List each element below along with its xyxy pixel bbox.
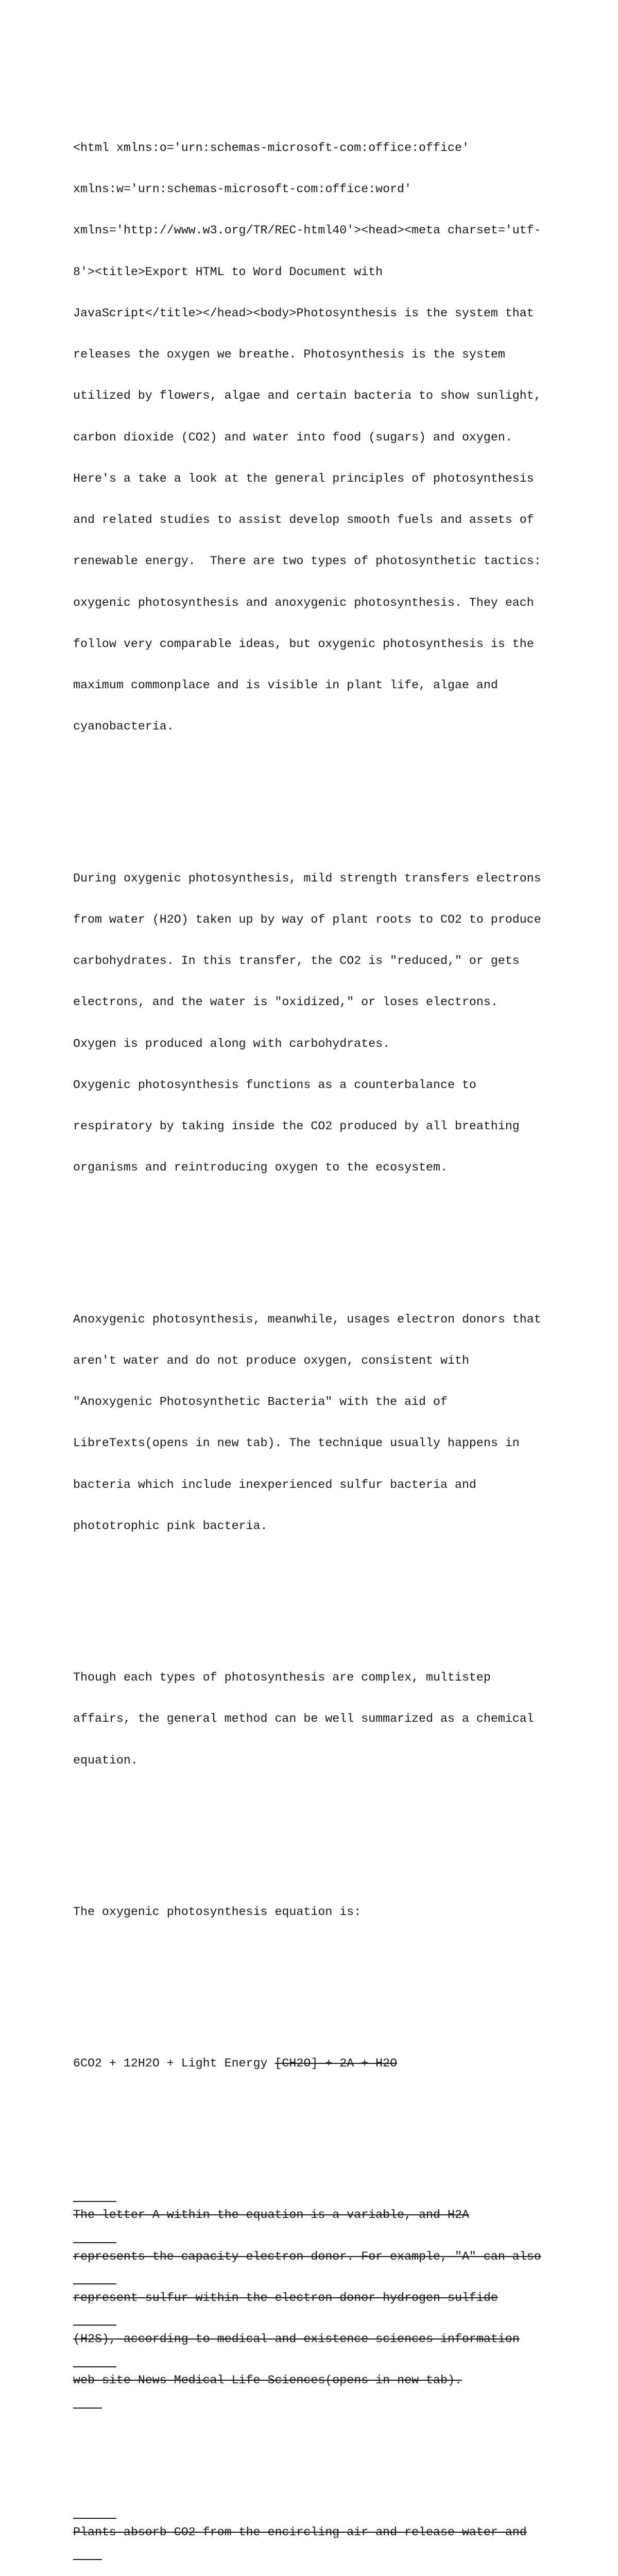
text-line: carbon dioxide (CO2) and water into food (sugars) and oxygen.: [73, 430, 512, 444]
text-line: carbohydrates. In this transfer, the CO2 is "reduced," or gets: [73, 954, 520, 968]
paragraph-equation-intro: [73, 1877, 557, 1946]
equation-struck: [CH2O] + 2A + H2O: [274, 2057, 398, 2070]
paragraph-intro: [73, 113, 557, 761]
paragraph-summary: [73, 1643, 557, 1795]
text-line: xmlns='http://www.w3.org/TR/REC-html40'><head><meta charset='utf-: [73, 224, 541, 238]
text-line: Here's a take a look at the general principles of photosynthesis: [73, 471, 534, 485]
text-line: bacteria which include inexperienced sulfur bacteria and: [73, 1478, 476, 1492]
text-line: renewable energy. There are two types of photosynthetic tactics:: [73, 554, 541, 568]
text-line: LibreTexts(opens in new tab). The technique usually happens in: [73, 1436, 520, 1450]
paragraph-plants-struck: [73, 2498, 557, 2567]
paragraph-gap: [73, 1588, 557, 1602]
paragraph-gap: [73, 1230, 557, 1244]
text-line: Plants absorb CO2 from the encircling air and release water and: [73, 2525, 527, 2539]
text-line: utilized by flowers, algae and certain bacteria to show sunlight,: [73, 389, 541, 403]
text-line: and related studies to assist develop smooth fuels and assets of: [73, 513, 534, 527]
text-line: Though each types of photosynthesis are complex, multistep: [73, 1671, 491, 1684]
equation-text: [73, 2057, 557, 2071]
text-line: represent sulfur within the electron donor hydrogen sulfide: [73, 2291, 498, 2304]
text-line: Oxygen is produced along with carbohydrates.: [73, 1037, 390, 1050]
paragraph-variable-struck: [73, 2181, 557, 2415]
equation-plain: 6CO2 + 12H2O + Light Energy: [73, 2057, 275, 2070]
text-line: phototrophic pink bacteria.: [73, 1519, 268, 1533]
document-body: [73, 72, 557, 2576]
text-line: Anoxygenic photosynthesis, meanwhile, usages electron donors that: [73, 1312, 541, 1326]
text-line: (H2S), according to medical and existence sciences information: [73, 2332, 520, 2346]
text-line: affairs, the general method can be well summarized as a chemical: [73, 1712, 534, 1726]
paragraph-gap: [73, 789, 557, 803]
paragraph-gap: [73, 2126, 557, 2140]
text-line: JavaScript</title></head><body>Photosynthesis is the system that: [73, 306, 534, 320]
text-line: The letter A within the equation is a variable, and H2A: [73, 2208, 469, 2222]
paragraph-gap: [73, 2443, 557, 2456]
text-line: from water (H2O) taken up by way of plant roots to CO2 to produce: [73, 912, 541, 926]
text-line: aren't water and do not produce oxygen, consistent with: [73, 1353, 469, 1367]
text-line: The oxygenic photosynthesis equation is:: [73, 1905, 362, 1919]
text-line: oxygenic photosynthesis and anoxygenic photosynthesis. They each: [73, 596, 534, 609]
paragraph-gap: [73, 1822, 557, 1836]
text-line: equation.: [73, 1753, 138, 1767]
text-line: maximum commonplace and is visible in plant life, algae and: [73, 679, 498, 692]
text-line: xmlns:w='urn:schemas-microsoft-com:office:word': [73, 182, 412, 196]
paragraph-anoxygenic: [73, 1285, 557, 1561]
text-line: During oxygenic photosynthesis, mild strength transfers electrons: [73, 871, 541, 885]
text-line: releases the oxygen we breathe. Photosynthesis is the system: [73, 348, 505, 361]
text-line: cyanobacteria.: [73, 720, 174, 734]
paragraph-gap: [73, 1974, 557, 1988]
paragraph-oxygenic: [73, 844, 557, 1202]
text-line: 8'><title>Export HTML to Word Document with: [73, 265, 383, 279]
text-line: follow very comparable ideas, but oxygenic photosynthesis is the: [73, 637, 534, 651]
text-line: "Anoxygenic Photosynthetic Bacteria" with the aid of: [73, 1395, 448, 1409]
text-line: <html xmlns:o='urn:schemas-microsoft-com:office:office': [73, 141, 469, 155]
text-line: organisms and reintroducing oxygen to the ecosystem.: [73, 1161, 448, 1175]
text-line: electrons, and the water is "oxidized," or loses electrons.: [73, 995, 498, 1009]
text-line: Oxygenic photosynthesis functions as a counterbalance to: [73, 1078, 476, 1092]
equation-line: [73, 2029, 557, 2098]
text-line: represents the capacity electron donor. For example, "A" can also: [73, 2249, 541, 2263]
text-line: respiratory by taking inside the CO2 produced by all breathing: [73, 1120, 520, 1133]
text-line: web site News Medical Life Sciences(opens in new tab).: [73, 2374, 462, 2387]
